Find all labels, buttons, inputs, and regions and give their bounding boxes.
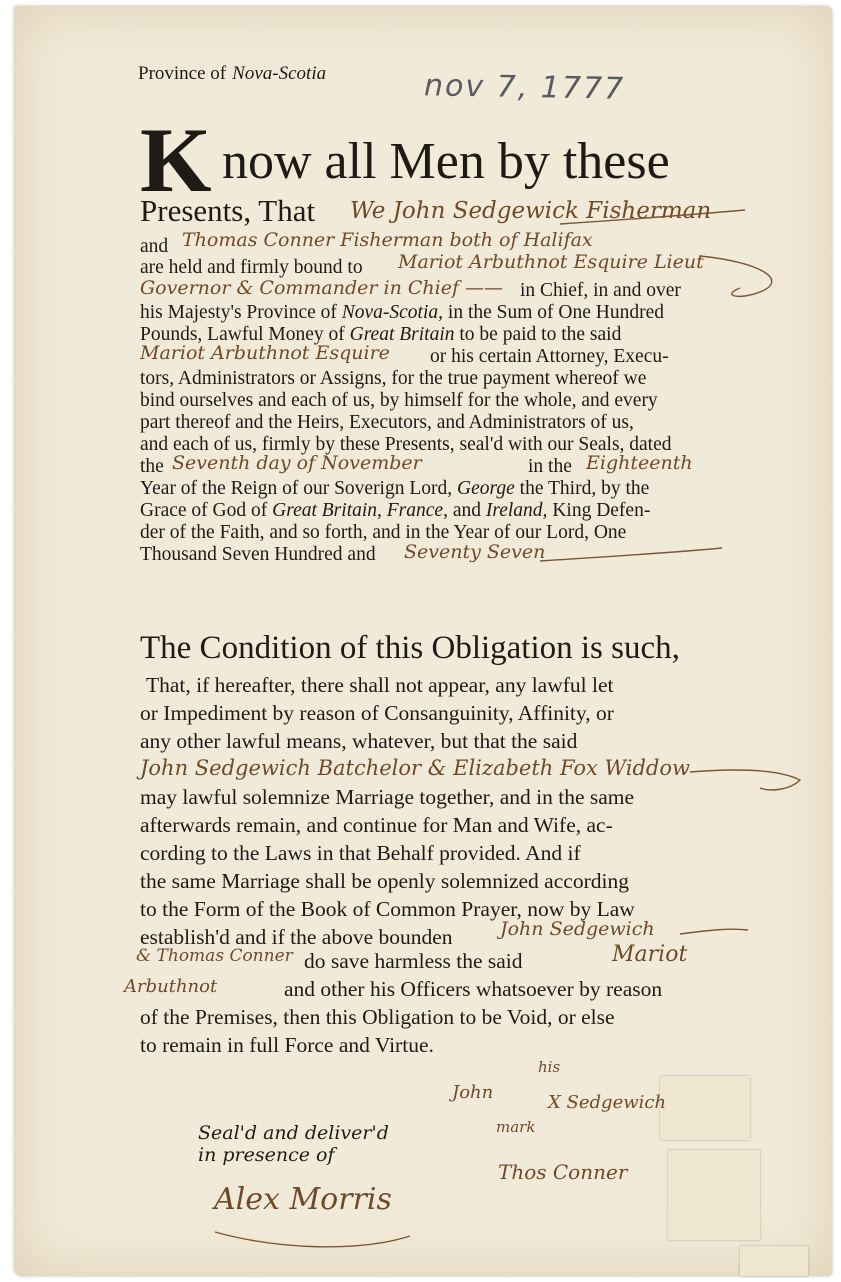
- heading-initial: K: [140, 109, 212, 211]
- condition-line-3: any other lawful means, whatever, but that the said: [140, 729, 578, 753]
- in-the-label: in the: [528, 456, 572, 477]
- pounds-a: Pounds, Lawful Money of: [140, 324, 345, 345]
- heading-text: now all Men by these: [222, 133, 670, 190]
- year-a: Year of the Reign of our Soverign Lord,: [140, 478, 453, 499]
- hw-arbuthnot-2: Arbuthnot: [124, 976, 218, 997]
- sig-john: John: [452, 1082, 494, 1103]
- condition-line-13: to remain in full Force and Virtue.: [140, 1033, 434, 1057]
- condition-line-7: the same Marriage shall be openly solemnized according: [140, 869, 629, 893]
- hw-bond-name1: We John Sedgewick Fisherman: [350, 198, 712, 224]
- pounds-b: Great Britain: [349, 324, 455, 345]
- flourish-name1: [560, 210, 745, 224]
- condition-line-4: may lawful solemnize Marriage together, and in the same: [140, 785, 635, 809]
- sig-mark: mark: [496, 1118, 536, 1136]
- hw-governor: Mariot Arbuthnot Esquire Lieut: [398, 251, 704, 273]
- hw-thomas: & Thomas Conner: [136, 946, 293, 966]
- flourish-witness: [215, 1232, 410, 1247]
- part-line: part thereof and the Heirs, Executors, and Administrators of us,: [140, 412, 634, 433]
- presents-that: Presents, That: [140, 193, 316, 228]
- seal-line-1: Seal'd and deliver'd: [198, 1122, 389, 1144]
- condition-line-6: cording to the Laws in that Behalf provided. And if: [140, 841, 581, 865]
- year-b: George: [457, 478, 515, 499]
- seal-line-2: in presence of: [198, 1144, 335, 1166]
- hw-bond-name2: Thomas Conner Fisherman both of Halifax: [182, 229, 593, 251]
- in-chief: in Chief, in and over: [520, 280, 681, 301]
- majesty-a: his Majesty's Province of: [140, 302, 337, 323]
- defender-line: der of the Faith, and so forth, and in the Year of our Lord, One: [140, 522, 627, 543]
- condition-line-9: establish'd and if the above bounden: [140, 925, 453, 949]
- hw-couple: John Sedgewich Batchelor & Elizabeth Fox Widdow: [140, 756, 690, 780]
- seal-statement: [198, 1122, 389, 1166]
- majesty-c: in the Sum of One Hundred: [447, 302, 664, 323]
- grace-a: Grace of God of: [140, 500, 268, 521]
- handwritten-date: nov 7, 1777: [423, 68, 626, 107]
- hw-governor2: Governor & Commander in Chief ——: [140, 277, 504, 299]
- majesty-b: Nova-Scotia,: [341, 302, 444, 323]
- witness-signature: Alex Morris: [214, 1182, 392, 1217]
- province-label: Province of: [138, 63, 227, 84]
- pounds-c: to be paid to the said: [459, 324, 622, 345]
- flourish-governor: [700, 256, 772, 296]
- condition-line-12: of the Premises, then this Obligation to be Void, or else: [140, 1005, 615, 1029]
- year-c: the Third, by the: [519, 478, 650, 499]
- province-name: Nova-Scotia: [232, 63, 327, 84]
- grace-c: and: [452, 500, 481, 521]
- hw-year-ordinal: Eighteenth: [586, 452, 693, 474]
- thousand-line: Thousand Seven Hundred and: [140, 544, 376, 565]
- seal-tab-lower: [668, 1150, 760, 1240]
- condition-line-1: That, if hereafter, there shall not appear, any lawful let: [146, 673, 614, 697]
- hw-mariot: Mariot: [612, 942, 688, 967]
- bind-line: bind ourselves and each of us, by himself for the whole, and every: [140, 390, 658, 411]
- seal-tab-corner: [740, 1246, 808, 1276]
- sig-sedgewich: X Sedgewich: [548, 1092, 667, 1113]
- held-bound: are held and firmly bound to: [140, 257, 363, 278]
- grace-e: King Defen-: [552, 500, 651, 521]
- hw-bounden: John Sedgewich: [500, 918, 655, 940]
- hw-seventy-seven: Seventy Seven: [404, 541, 546, 563]
- condition-line-10: do save harmless the said: [304, 949, 523, 973]
- sig-his: his: [538, 1058, 561, 1076]
- condition-line-2: or Impediment by reason of Consanguinity, Affinity, or: [140, 701, 614, 725]
- and-label: and: [140, 236, 169, 257]
- condition-line-11: and other his Officers whatsoever by reason: [284, 977, 663, 1001]
- grace-d: Ireland,: [485, 500, 548, 521]
- flourish-seventy: [540, 548, 722, 561]
- each-line: and each of us, firmly by these Presents, seal'd with our Seals, dated: [140, 434, 672, 455]
- hw-arbuthnot: Mariot Arbuthnot Esquire: [140, 342, 390, 364]
- the-label: the: [140, 456, 164, 477]
- flourish-couple: [690, 770, 800, 790]
- condition-heading: The Condition of this Obligation is such,: [140, 630, 680, 666]
- seal-tab-upper: [660, 1076, 750, 1140]
- tors-line: tors, Administrators or Assigns, for the true payment whereof we: [140, 368, 647, 389]
- grace-b: Great Britain, France,: [272, 500, 448, 521]
- flourish-bounden: [680, 929, 748, 934]
- condition-line-8: to the Form of the Book of Common Prayer, now by Law: [140, 897, 635, 921]
- condition-line-5: afterwards remain, and continue for Man and Wife, ac-: [140, 813, 613, 837]
- sig-conner: Thos Conner: [498, 1160, 628, 1184]
- hw-day: Seventh day of November: [172, 452, 422, 474]
- attorney-line: or his certain Attorney, Execu-: [430, 346, 669, 367]
